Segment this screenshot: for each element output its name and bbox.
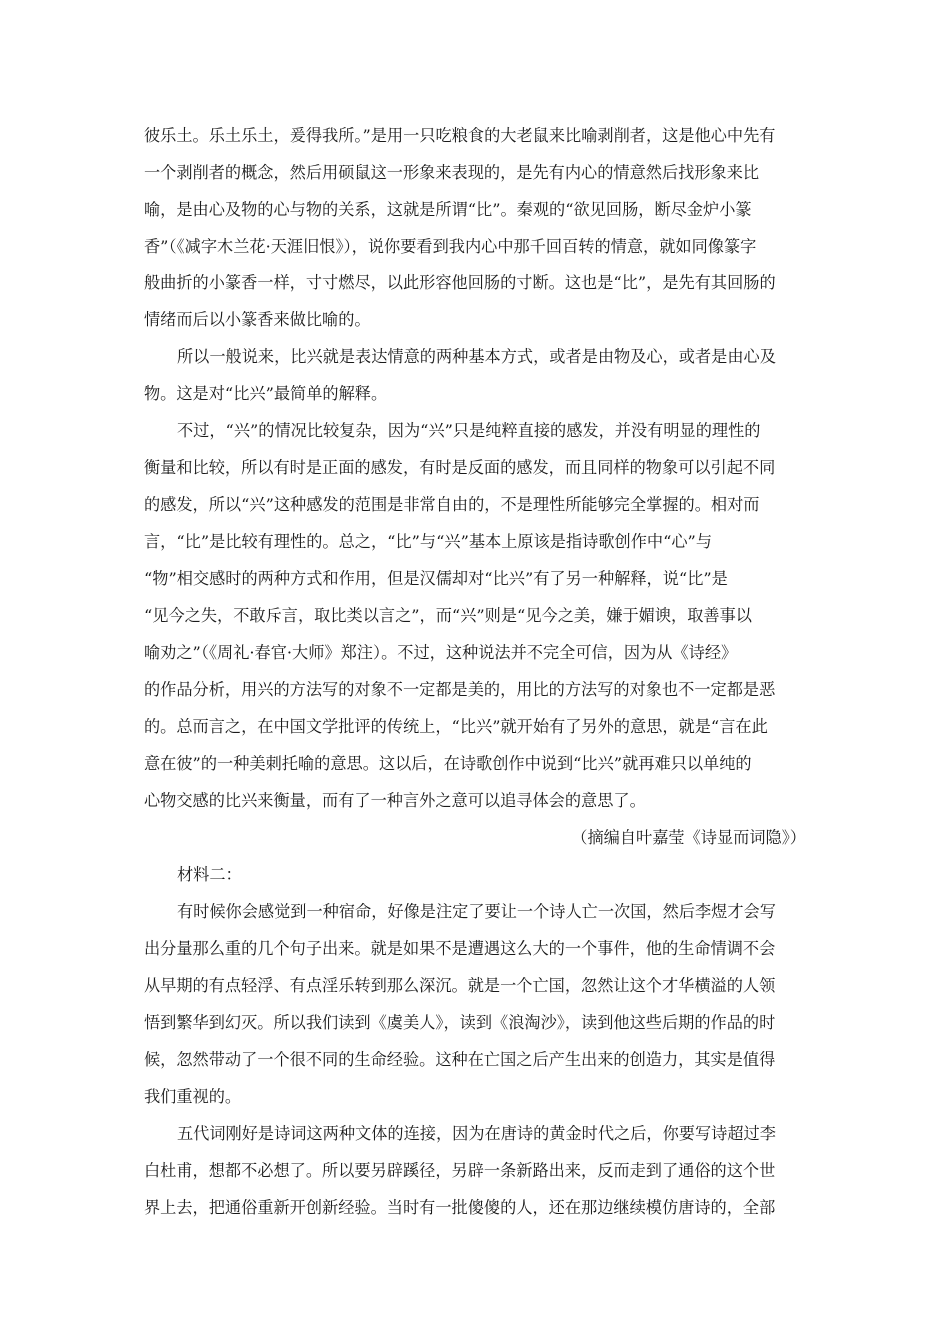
- text-line: 情绪而后以小篆香来做比喻的。: [144, 310, 371, 329]
- text-line: 物。这是对“比兴”最简单的解释。: [144, 384, 388, 403]
- text-line: 悟到繁华到幻灭。所以我们读到《虞美人》，读到《浪淘沙》，读到他这些后期的作品的时: [144, 1013, 776, 1032]
- text-line: “见今之失，不敢斥言，取比类以言之”，而“兴”则是“见今之美，嫌于媚谀，取善事以: [144, 606, 752, 625]
- text-line: 出分量那么重的几个句子出来。就是如果不是遭遇这么大的一个事件，他的生命情调不会: [144, 939, 776, 958]
- text-line: 的作品分析，用兴的方法写的对象不一定都是美的，用比的方法写的对象也不一定都是恶: [144, 680, 776, 699]
- text-line: 的。总而言之，在中国文学批评的传统上，“比兴”就开始有了另外的意思，就是“言在此: [144, 717, 768, 736]
- text-line: 候，忽然带动了一个很不同的生命经验。这种在亡国之后产生出来的创造力，其实是值得: [144, 1050, 776, 1069]
- text-line: 香”（《减字木兰花·天涯旧恨》），说你要看到我内心中那千回百转的情意，就如同像篆字: [144, 237, 757, 256]
- text-line: 的感发，所以“兴”这种感发的范围是非常自由的，不是理性所能够完全掌握的。相对而: [144, 495, 760, 514]
- text-line: “物”相交感时的两种方式和作用，但是汉儒却对“比兴”有了另一种解释，说“比”是: [144, 569, 728, 588]
- text-line: 喻，是由心及物的心与物的关系，这就是所谓“比”。秦观的“欲见回肠，断尽金炉小篆: [144, 200, 752, 219]
- text-line: 有时候你会感觉到一种宿命，好像是注定了要让一个诗人亡一次国，然后李煜才会写: [177, 902, 776, 921]
- text-line: 意在彼”的一种美刺托喻的意思。这以后，在诗歌创作中说到“比兴”就再难只以单纯的: [144, 754, 752, 773]
- text-line: 不过，“兴”的情况比较复杂，因为“兴”只是纯粹直接的感发，并没有明显的理性的: [177, 421, 761, 440]
- section-heading: 材料二：: [177, 865, 242, 884]
- source-citation: （摘编自叶嘉莹《诗显而词隐》）: [571, 828, 806, 847]
- text-line: 所以一般说来，比兴就是表达情意的两种基本方式，或者是由物及心，或者是由心及: [177, 347, 776, 366]
- text-line: 一个剥削者的概念，然后用硕鼠这一形象来表现的，是先有内心的情意然后找形象来比: [144, 163, 760, 182]
- text-line: 五代词刚好是诗词这两种文体的连接，因为在唐诗的黄金时代之后，你要写诗超过李: [177, 1124, 776, 1143]
- text-line: 彼乐土。乐土乐土，爰得我所。”是用一只吃粮食的大老鼠来比喻剥削者，这是他心中先有: [144, 126, 776, 145]
- text-line: 从早期的有点轻浮、有点淫乐转到那么深沉。就是一个亡国，忽然让这个才华横溢的人领: [144, 976, 776, 995]
- text-line: 言，“比”是比较有理性的。总之，“比”与“兴”基本上原该是指诗歌创作中“心”与: [144, 532, 713, 551]
- text-line: 心物交感的比兴来衡量，而有了一种言外之意可以追寻体会的意思了。: [144, 791, 646, 810]
- text-line: 喻劝之”（《周礼·春官·大师》郑注）。不过，这种说法并不完全可信，因为从《诗经》: [144, 643, 738, 662]
- text-line: 界上去，把通俗重新开创新经验。当时有一批傻傻的人，还在那边继续模仿唐诗的，全部: [144, 1198, 776, 1217]
- text-line: 衡量和比较，所以有时是正面的感发，有时是反面的感发，而且同样的物象可以引起不同: [144, 458, 776, 477]
- text-line: 白杜甫，想都不必想了。所以要另辟蹊径，另辟一条新路出来，反而走到了通俗的这个世: [144, 1161, 776, 1180]
- text-line: 般曲折的小篆香一样，寸寸燃尽，以此形容他回肠的寸断。这也是“比”，是先有其回肠的: [144, 273, 776, 292]
- text-line: 我们重视的。: [144, 1087, 242, 1106]
